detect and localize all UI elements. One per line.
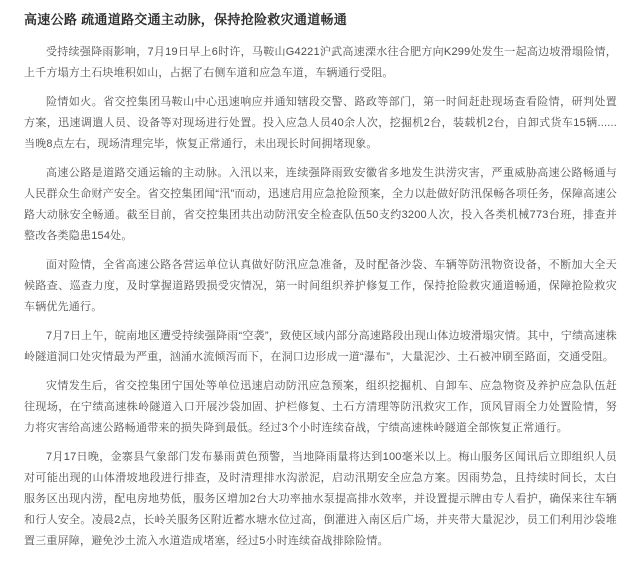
paragraph-tunnel-disaster: 7月7日上午，皖南地区遭受持续强降雨“空袭”，致使区域内部分高速路段出现山体边坡滑塌灾情。其中，宁绩高速株岭隧道洞口处灾情最为严重，汹涌水流倾泻而下，在洞口边形成一道“瀑布”，大量泥沙、土石被冲刷至路面，交通受阻。 — [24, 330, 617, 363]
paragraph-emergency-response: 险情如火。省交控集团马鞍山中心迅速响应并通知辖段交警、路政等部门，第一时间赶赴现场查看险情，研判处置方案，迅速调遣人员、设备等对现场进行处置。投入应急人员40余人次，挖掘机2台，装载机2台，自卸式货车15辆......当晚8点左右，现场清理完毕，恢复正常通行，未出现长时间拥堵现象。 — [24, 96, 617, 150]
article-title: 高速公路 疏通道路交通主动脉，保持抢险救灾通道畅通 — [24, 12, 348, 27]
paragraph-tunnel-recovery: 灾情发生后，省交控集团宁国处等单位迅速启动防汛应急预案，组织挖掘机、自卸车、应急物资及养护应急队伍赶往现场，在宁绩高速株岭隧道入口开展沙袋加固、护栏修复、土石方清理等防汛救灾工作，顶风冒雨全力处置险情，努力将灾害给高速公路畅通带来的损失降到最低。经过3个小时连续奋战，宁绩高速株岭隧道全部恢复正常通行。 — [24, 380, 617, 434]
paragraph-preparedness: 面对险情，全省高速公路各营运单位认真做好防汛应急准备，及时配备沙袋、车辆等防汛物资设备，不断加大全天候路查、巡查力度，及时掌握道路毁损受灾情况，第一时间组织养护修复工作，保持抢险救灾通道畅通，保障抢险救灾车辆优先通行。 — [24, 259, 617, 313]
paragraph-flood-overview: 高速公路是道路交通运输的主动脉。入汛以来，连续强降雨致安徽省多地发生洪涝灾害，严重威胁高速公路畅通与人民群众生命财产安全。省交控集团闻“汛”而动，迅速启用应急抢险预案，全力以赴做好防汛保畅各项任务，保障高速公路大动脉安全畅通。截至目前，省交控集团共出动防汛安全检查队伍50支约3200人次，投入各类机械773台班，排查并整改各类隐患154处。 — [24, 167, 617, 242]
paragraph-service-areas: 7月17日晚，金寨县气象部门发布暴雨黄色预警，当地降雨量将达到100毫米以上。梅山服务区闻讯后立即组织人员对可能出现的山体滑坡地段进行排查，及时清理排水沟淤泥，启动汛期安全应急方案。因雨势急，且持续时间长，太白服务区出现内涝，配电房地势低，服务区增加2台大功率抽水泵提高排水效率，并设置提示牌由专人看护，确保来往车辆和行人安全。凌晨2点，长岭关服务区附近蓄水塘水位过高，倒灌进入南区后广场，并夹带大量泥沙，员工们利用沙袋堆置三重屏障，避免沙土流入水道造成堵塞，经过5小时连续奋战排除险情。 — [24, 451, 617, 547]
paragraph-incident-intro: 受持续强降雨影响，7月19日早上6时许，马鞍山G4221沪武高速溧水往合肥方向K299处发生一起高边坡滑塌险情，上千方塌方土石块堆积如山，占据了右侧车道和应急车道，车辆通行受阻。 — [24, 46, 617, 79]
